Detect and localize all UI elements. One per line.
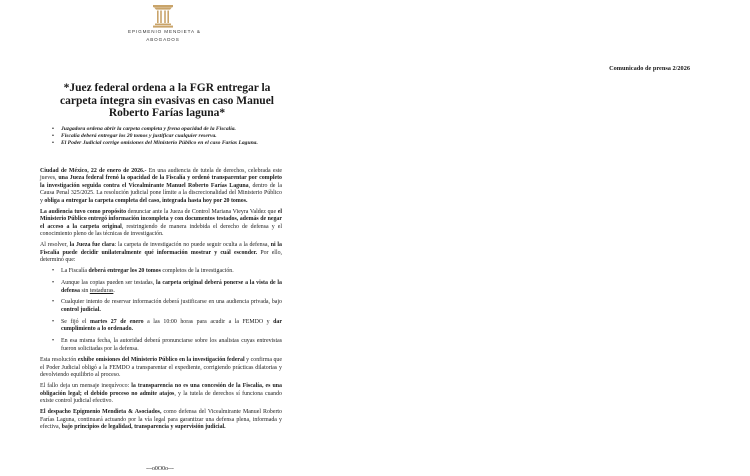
paragraph-3: Al resolver, la Jueza fue clara: la carpeta de investigación no puede seguir oculta a la defensa, ni la Fiscalía puede decidir unilateralmente qué información mostrar y cuál esconder. Por ello, determinó que: xyxy=(40,242,283,264)
paragraph-2: La audiencia tuvo como propósito denunciar ante la Jueza de Control Mariana Vieyra Valdez que el Ministerio Público entregó información incompleta y con documentos testados, además de negar el acceso a la carpeta original, restringiendo de manera indebida el derecho de defensa y el conocimiento pleno de las técnicas de investigación. xyxy=(40,208,283,238)
paragraph-1: Ciudad de México, 22 de enero de 2026.- En una audiencia de tutela de derechos, celebrada este jueves, una Jueza federal frenó la opacidad de la Fiscalía y ordenó transparentar por completo la investigación seguida contra el Vicealmirante Manuel Roberto Farías Laguna, dentro de la Causa Penal 325/2025. La resolución judicial pone límite a la discrecionalidad del Ministerio Público y obliga a entregar la carpeta completa del caso, integrada hasta hoy por 20 tomos. xyxy=(40,168,283,204)
list-item: • Se fijó el martes 27 de enero a las 10:00 horas para acudir a la FEMDO y dar cumplimiento a lo ordenado. xyxy=(40,319,282,334)
end-mark: ---o0O0o--- xyxy=(146,466,174,472)
article-body xyxy=(40,168,282,435)
paragraph-5: El fallo deja un mensaje inequívoco: la transparencia no es una concesión de la Fiscalía, es una obligación legal; el debido proceso no admite atajos, y la tutela de derechos sí funciona cuando existe control judicial efectivo. xyxy=(40,383,282,405)
list-item: • En esa misma fecha, la autoridad deberá pronunciarse sobre los analistas cuyas entrevistas fueron solicitadas por la defensa. xyxy=(40,338,282,353)
press-release-number: Comunicado de prensa 2/2026 xyxy=(609,65,690,72)
summary-item: • Fiscalía deberá entregar los 20 tomos y justificar cualquier reserva. xyxy=(40,133,282,140)
paragraph-6: El despacho Epigmenio Mendieta & Asociados, como defensa del Vicealmirante Manuel Roberto Farías Laguna, continuará actuando por la vía legal para garantizar una defensa plena, informada y efectiva, bajo principios de legalidad, transparencia y supervisión judicial. xyxy=(40,409,282,431)
summary-item: • Juzgadora ordena abrir la carpeta completa y frena opacidad de la Fiscalía. xyxy=(40,126,282,133)
list-item: • La Fiscalía deberá entregar los 20 tomos completos de la investigación. xyxy=(40,268,282,275)
summary-list xyxy=(40,126,282,146)
column-pillar-icon xyxy=(152,4,174,28)
list-item: • Cualquier intento de reservar información deberá justificarse en una audiencia privada, bajo control judicial. xyxy=(40,299,282,314)
dateline: Ciudad de México, 22 de enero de 2026.- xyxy=(40,168,147,174)
rulings-list xyxy=(40,268,282,353)
firm-name: EPIGMENIO MENDIETA & xyxy=(128,29,201,34)
firm-logo xyxy=(128,4,201,42)
summary-item: • El Poder Judicial corrige omisiones del Ministerio Público en el caso Farías Laguna. xyxy=(40,140,282,147)
firm-name-sub: ABOGADOS xyxy=(146,37,180,42)
paragraph-4: Esta resolución exhibe omisiones del Ministerio Público en la investigación federal y confirma que el Poder Judicial obligó a la FEMDO a transparentar el expediente, corrigiendo prácticas dilatorias y devolviendo equilibrio al proceso. xyxy=(40,357,282,379)
list-item: • Aunque las copias pueden ser testadas, la carpeta original deberá ponerse a la vista de la defensa sin testaduras. xyxy=(40,280,282,295)
headline: *Juez federal ordena a la FGR entregar la carpeta íntegra sin evasivas en caso Manuel Roberto Farías laguna* xyxy=(59,82,274,120)
